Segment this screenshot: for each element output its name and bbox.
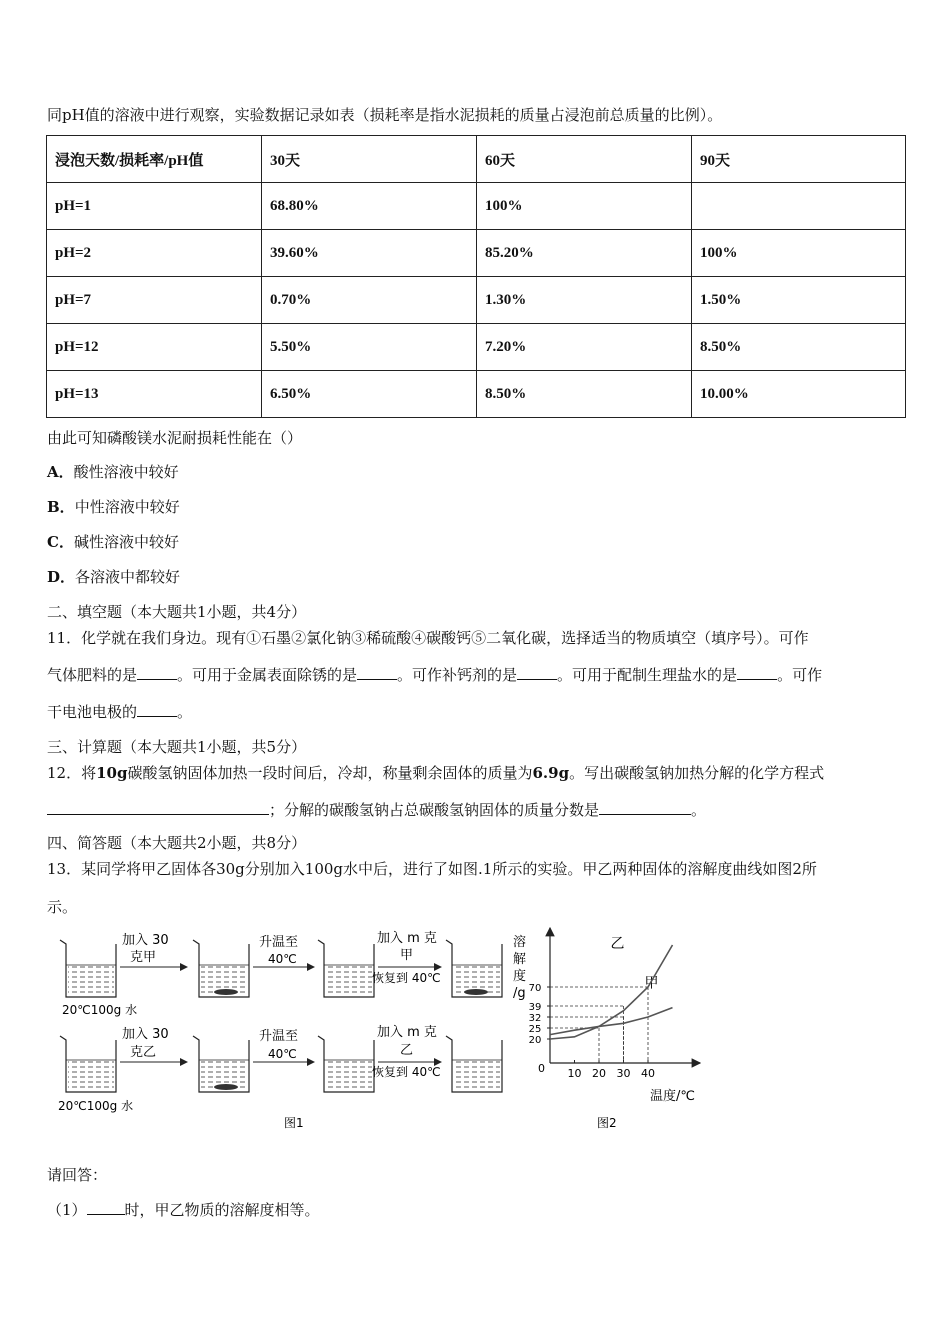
step-label: 升温至 [259,1029,299,1044]
beaker-icon [193,940,249,997]
water-label: 20℃100g 水 [58,1099,134,1113]
table-cell: 100% [477,183,692,230]
option-letter: B． [47,498,75,516]
option-text: 各溶液中都较好 [75,568,181,586]
x-tick-label: 10 [567,1067,582,1080]
q11-line1: 11．化学就在我们身边。现有①石墨②氯化钠③稀硫酸④碳酸钙⑤二氧化碳，选择适当的物质填空（填序号）。可作 [47,629,809,647]
y-axis-label: 溶 [513,935,527,950]
series-line-jia [550,1008,673,1035]
table-cell: pH=7 [47,277,262,324]
table-cell: 7.20% [477,324,692,371]
q11-text: 干电池电极的 [47,703,138,721]
step-label: 恢复到 40℃ [372,971,441,985]
q12-text: 碳酸氢钠固体加热一段时间后，冷却，称量剩余固体的质量为 [127,764,533,782]
step-label: 克甲 [130,950,157,965]
step-label: 加入 m 克 [377,1025,437,1040]
table-header-cell: 30天 [262,136,477,183]
y-tick-label: 20 [528,1035,542,1046]
step-label: 40℃ [268,952,297,966]
beaker-icon [446,1036,502,1092]
table-cell: 8.50% [692,324,906,371]
y-axis-label: 解 [513,952,527,967]
table-cell: pH=13 [47,371,262,418]
q12-text: ；分解的碳酸氢钠占总碳酸氢钠固体的质量分数是 [269,801,600,819]
section-heading: 二、填空题（本大题共1小题，共4分） [47,603,307,621]
water-label: 20℃100g 水 [62,1003,138,1017]
table-cell: pH=12 [47,324,262,371]
figure-caption: 图2 [597,1116,617,1130]
table-cell: 100% [692,230,906,277]
solubility-chart [500,920,730,1135]
table-cell: 39.60% [262,230,477,277]
q13-line1: 13．某同学将甲乙固体各30g分别加入100g水中后，进行了如图.1所示的实验。甲乙两种固体的溶解度曲线如图2所 [47,860,817,878]
answer-blank[interactable] [87,1200,125,1215]
step-label: 克乙 [130,1045,157,1060]
q11-text: 。可用于配制生理盐水的是 [557,666,738,684]
q11-text: 。可作补钙剂的是 [397,666,518,684]
table-cell: 68.80% [262,183,477,230]
y-tick-label: 70 [528,983,542,994]
table-cell: 85.20% [477,230,692,277]
table-cell: 0.70% [262,277,477,324]
series-label: 甲 [644,975,659,992]
figure-caption: 图1 [284,1116,304,1130]
y-axis-label: /g [513,986,526,1001]
q13-sub1 [47,1199,320,1220]
q12-value: 6.9g [532,764,570,782]
x-tick-label: 40 [641,1067,655,1080]
table-cell: 8.50% [477,371,692,418]
step-label: 升温至 [259,935,299,950]
x-axis-label: 温度/℃ [650,1089,695,1104]
intro-text: 同pH值的溶液中进行观察，实验数据记录如表（损耗率是指水泥损耗的质量占浸泡前总质量的比例）。 [47,106,723,124]
table-header-cell: 60天 [477,136,692,183]
series-label: 乙 [610,936,625,952]
step-label: 加入 m 克 [377,931,437,946]
beaker-icon [318,1036,374,1092]
beaker-icon [60,940,116,997]
step-label: 甲 [400,948,414,963]
option-letter: A． [47,463,74,481]
section-heading: 四、简答题（本大题共2小题，共8分） [47,834,307,852]
q12-text: 12．将 [47,764,97,782]
q12-text: 。写出碳酸氢钠加热分解的化学方程式 [569,764,825,782]
step-label: 40℃ [268,1047,297,1061]
q11-text: 。 [177,703,193,721]
option-text: 酸性溶液中较好 [73,463,179,481]
beaker-icon [446,940,502,997]
table-cell: 1.30% [477,277,692,324]
q11-text: 。可作 [777,666,823,684]
q12-text: 。 [691,801,707,819]
y-axis-label: 度 [513,969,527,984]
table-cell: pH=1 [47,183,262,230]
table-cell: 5.50% [262,324,477,371]
table-cell: pH=2 [47,230,262,277]
q13-prompt: 请回答： [47,1166,108,1184]
beaker-icon [193,1036,249,1092]
section-heading: 三、计算题（本大题共1小题，共5分） [47,738,307,756]
option-text: 中性溶液中较好 [74,498,180,516]
option-letter: C． [47,533,74,551]
table-header-cell: 浸泡天数/损耗率/pH值 [47,136,262,183]
option-letter: D． [47,568,76,586]
y-tick-label: 39 [528,1002,542,1013]
table-header-cell: 90天 [692,136,906,183]
x-tick-label: 30 [616,1067,631,1080]
q11-text: 。可用于金属表面除锈的是 [177,666,358,684]
step-label: 加入 30 [122,933,169,948]
q13-text: 时，甲乙物质的溶解度相等。 [124,1201,320,1219]
step-label: 恢复到 40℃ [372,1065,441,1079]
option-text: 碱性溶液中较好 [73,533,179,551]
x-tick-label: 20 [592,1067,606,1080]
q10-stem: 由此可知磷酸镁水泥耐损耗性能在（） [47,429,303,447]
beaker-icon [318,940,374,997]
q12-value: 10g [96,764,128,782]
table-cell: 1.50% [692,277,906,324]
q13-text: （1） [47,1201,87,1219]
y-tick-label: 32 [528,1013,542,1024]
table-cell: 6.50% [262,371,477,418]
q11-text: 气体肥料的是 [47,666,138,684]
step-label: 加入 30 [122,1027,169,1042]
beaker-icon [60,1036,116,1092]
y-tick-label: 25 [528,1024,542,1035]
table-cell: 10.00% [692,371,906,418]
origin-label: 0 [538,1062,545,1075]
step-label: 乙 [400,1043,414,1058]
q13-line2: 示。 [47,898,78,916]
